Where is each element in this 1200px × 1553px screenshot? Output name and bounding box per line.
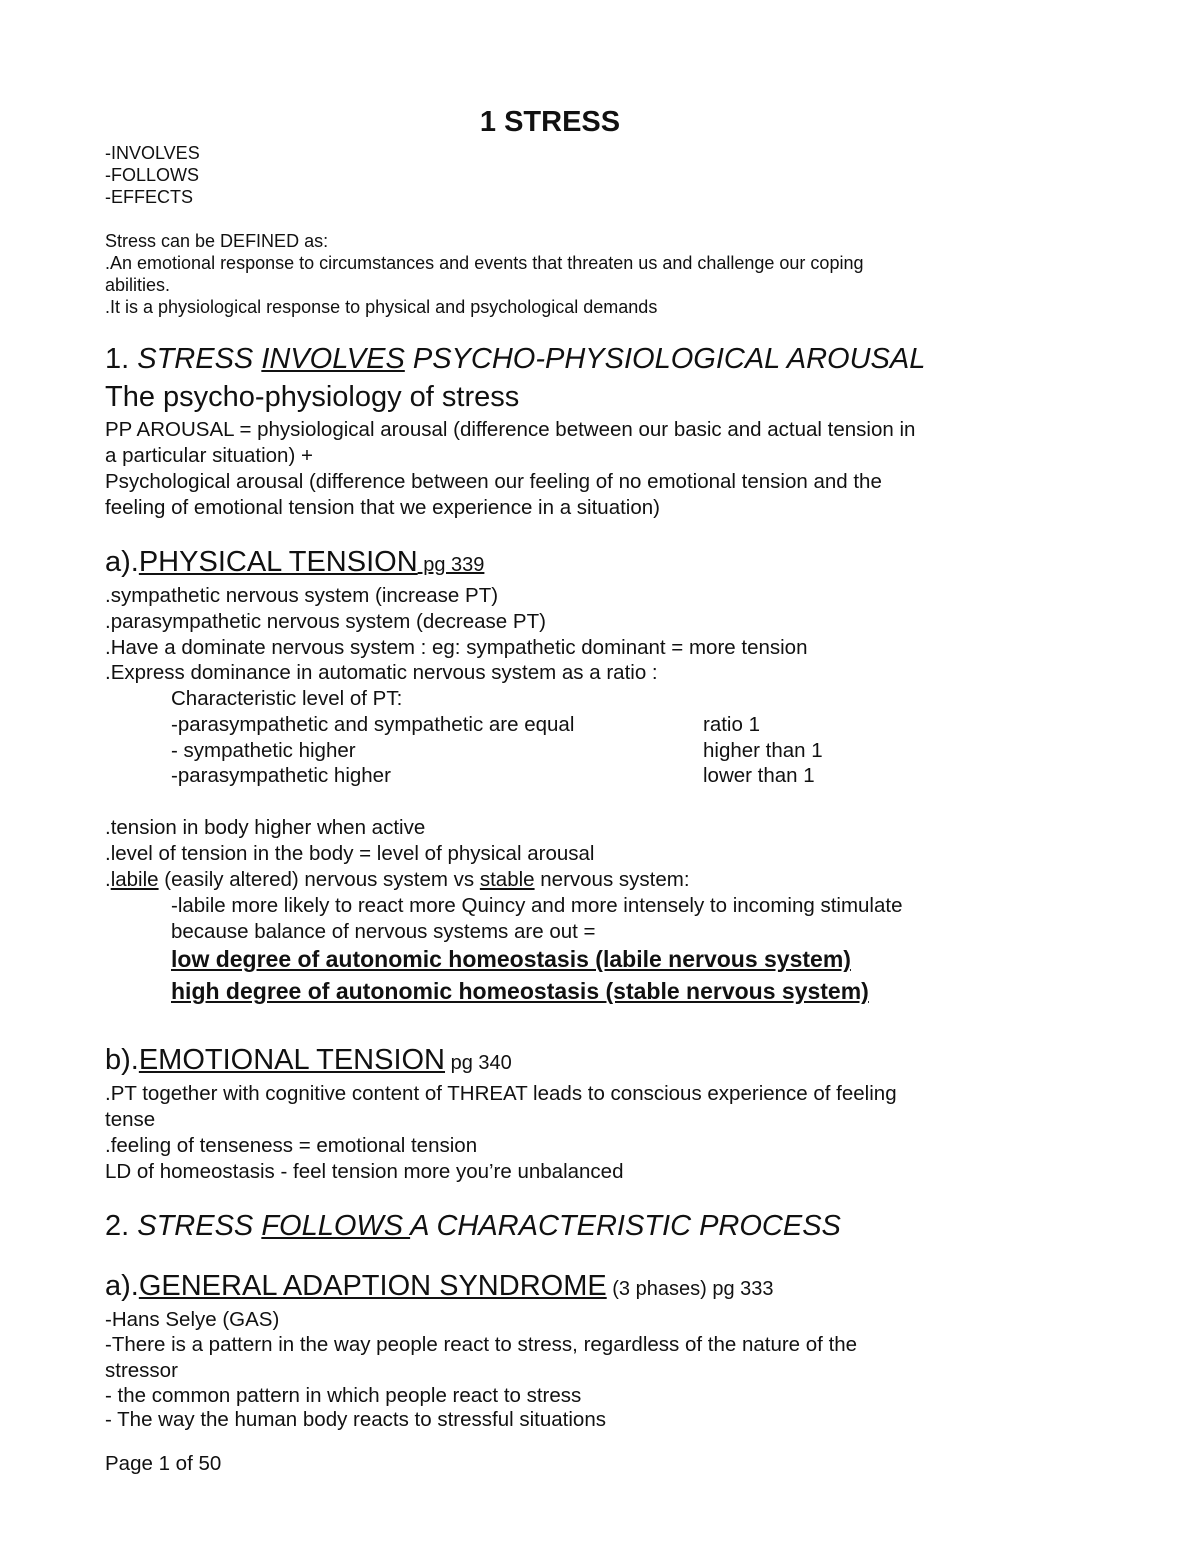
subsection-a-line: .level of tension in the body = level of physical arousal bbox=[105, 842, 595, 865]
subsection-a-line: .Express dominance in automatic nervous system as a ratio : bbox=[105, 661, 658, 684]
page-reference: pg 339 bbox=[417, 554, 485, 576]
subsection-a-heading: a).PHYSICAL TENSION pg 339 bbox=[105, 546, 485, 578]
section-2-heading: 2. STRESS FOLLOWS A CHARACTERISTIC PROCESS bbox=[105, 1210, 841, 1242]
definition-heading: Stress can be DEFINED as: bbox=[105, 231, 329, 251]
ratio-row-value: ratio 1 bbox=[703, 713, 760, 736]
subsection-a-line: .tension in body higher when active bbox=[105, 816, 426, 839]
section-1-subtitle: The psycho-physiology of stress bbox=[105, 381, 520, 413]
subsection-a-line: .sympathetic nervous system (increase PT) bbox=[105, 584, 499, 607]
labile-detail: -labile more likely to react more Quincy and more intensely to incoming stimulate bbox=[171, 894, 903, 917]
subsection-2a-line: stressor bbox=[105, 1359, 178, 1382]
ratio-row-label: -parasympathetic higher bbox=[171, 764, 391, 787]
ratio-row-value: higher than 1 bbox=[703, 739, 823, 762]
subsection-2a-line: - The way the human body reacts to stressful situations bbox=[105, 1408, 606, 1431]
section-1-line: Psychological arousal (difference between our feeling of no emotional tension and the bbox=[105, 470, 882, 493]
page-reference: pg 340 bbox=[445, 1052, 512, 1074]
subsection-b-line: LD of homeostasis - feel tension more you’re unbalanced bbox=[105, 1160, 624, 1183]
homeostasis-bold-line: low degree of autonomic homeostasis (labile nervous system) bbox=[171, 946, 851, 972]
intro-item: -FOLLOWS bbox=[105, 165, 200, 185]
subsection-2a-heading: a).GENERAL ADAPTION SYNDROME (3 phases) pg 333 bbox=[105, 1270, 774, 1302]
page-reference: pg 333 bbox=[706, 1278, 774, 1300]
definition-line: .An emotional response to circumstances and events that threaten us and challenge our coping bbox=[105, 253, 864, 273]
ratio-row-value: lower than 1 bbox=[703, 764, 815, 787]
definition-line: abilities. bbox=[105, 275, 171, 295]
ratio-heading: Characteristic level of PT: bbox=[171, 687, 403, 710]
section-1-line: feeling of emotional tension that we experience in a situation) bbox=[105, 496, 660, 519]
intro-item: -INVOLVES bbox=[105, 143, 200, 163]
labile-line: .labile (easily altered) nervous system vs stable nervous system: bbox=[105, 868, 690, 891]
section-1-line: PP AROUSAL = physiological arousal (difference between our basic and actual tension in bbox=[105, 418, 916, 441]
labile-detail: because balance of nervous systems are out = bbox=[171, 920, 596, 943]
intro-item: -EFFECTS bbox=[105, 187, 193, 207]
section-number: 1. bbox=[105, 343, 138, 375]
definition-line: .It is a physiological response to physical and psychological demands bbox=[105, 297, 658, 317]
subsection-a-line: .parasympathetic nervous system (decrease PT) bbox=[105, 610, 546, 633]
subsection-2a-line: -There is a pattern in the way people react to stress, regardless of the nature of the bbox=[105, 1333, 858, 1356]
subsection-a-line: .Have a dominate nervous system : eg: sympathetic dominant = more tension bbox=[105, 636, 808, 659]
subsection-b-heading: b).EMOTIONAL TENSION pg 340 bbox=[105, 1044, 512, 1076]
subsection-b-line: tense bbox=[105, 1108, 156, 1131]
page-title: 1 STRESS bbox=[479, 106, 621, 138]
subsection-2a-line: -Hans Selye (GAS) bbox=[105, 1308, 280, 1331]
section-1-heading: 1. STRESS INVOLVES PSYCHO-PHYSIOLOGICAL AROUSAL bbox=[105, 343, 926, 375]
page-footer: Page 1 of 50 bbox=[105, 1452, 222, 1475]
homeostasis-bold-line: high degree of autonomic homeostasis (stable nervous system) bbox=[171, 978, 869, 1004]
subsection-b-line: .feeling of tenseness = emotional tension bbox=[105, 1134, 478, 1157]
subsection-2a-line: - the common pattern in which people react to stress bbox=[105, 1384, 582, 1407]
ratio-row-label: -parasympathetic and sympathetic are equal bbox=[171, 713, 575, 736]
subsection-b-line: .PT together with cognitive content of THREAT leads to conscious experience of feeling bbox=[105, 1082, 897, 1105]
section-1-line: a particular situation) + bbox=[105, 444, 313, 467]
ratio-row-label: - sympathetic higher bbox=[171, 739, 356, 762]
